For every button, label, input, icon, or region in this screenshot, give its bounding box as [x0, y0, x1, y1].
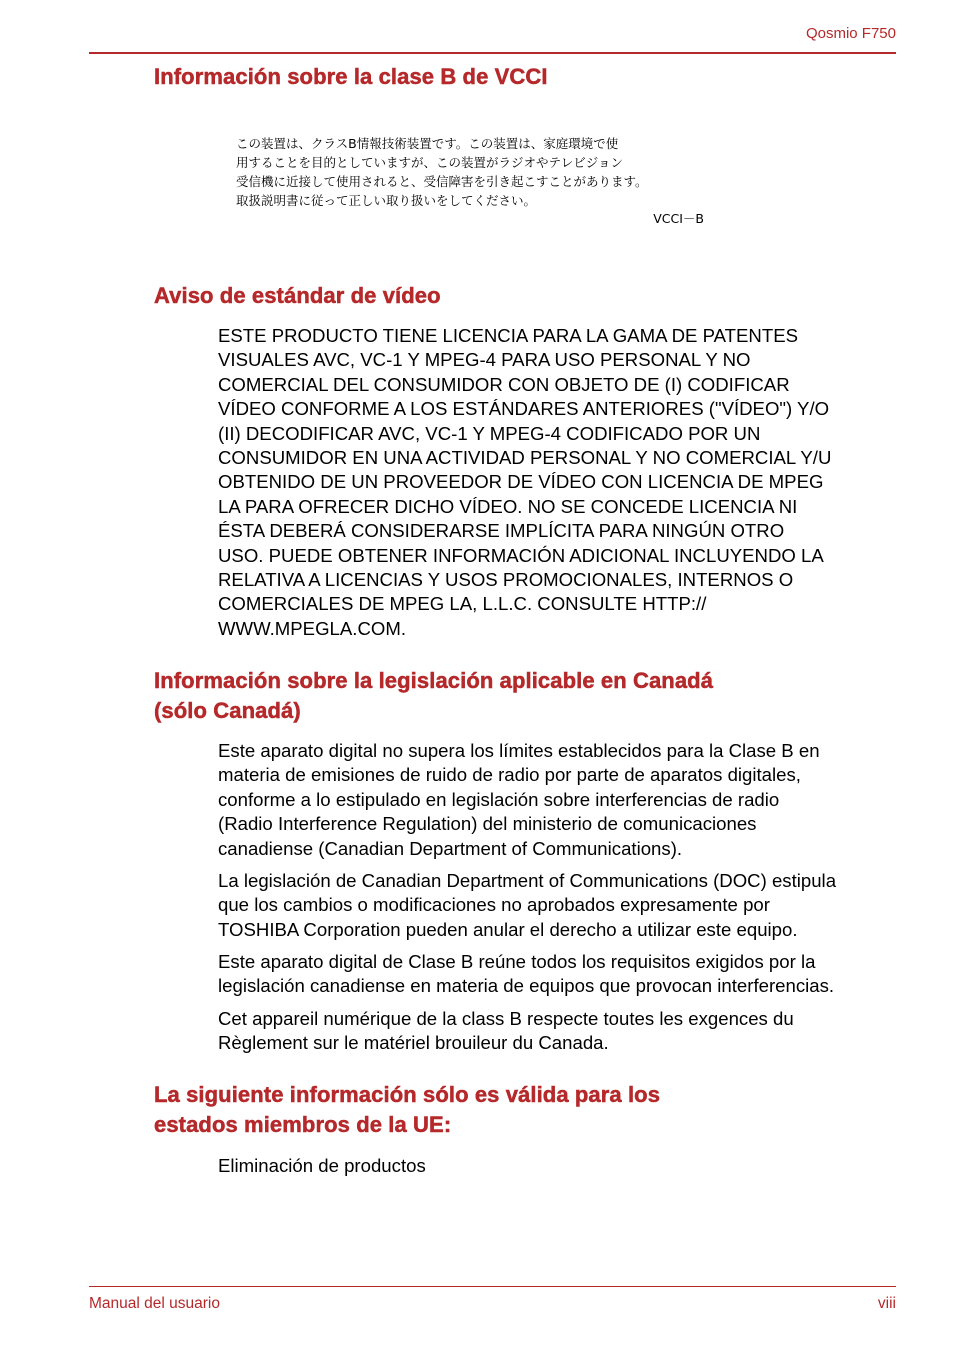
vcci-line: 受信機に近接して使用されると、受信障害を引き起こすことがあります。	[236, 174, 648, 189]
text-line: ÉSTA DEBERÁ CONSIDERARSE IMPLÍCITA PARA NINGÚN OTRO	[218, 520, 785, 542]
text-line: CONSUMIDOR EN UNA ACTIVIDAD PERSONAL Y NO COMERCIAL Y/U	[218, 447, 832, 469]
text-line: Règlement sur le matériel brouileur du Canada.	[218, 1032, 609, 1054]
canada-paragraph-4	[218, 1007, 794, 1056]
vcci-statement	[236, 134, 716, 227]
text-line: RELATIVA A LICENCIAS Y USOS PROMOCIONALES, INTERNOS O	[218, 569, 794, 591]
heading-eu	[154, 1080, 660, 1140]
vcci-line: この装置は、クラスB情報技術装置です。この装置は、家庭環境で使	[236, 136, 619, 151]
text-line: Este aparato digital no supera los límites establecidos para la Clase B en	[218, 740, 820, 761]
text-line: (Radio Interference Regulation) del ministerio de comunicaciones	[218, 813, 757, 835]
vcci-line: 用することを目的としていますが、この装置がラジオやテレビジョン	[236, 155, 624, 170]
footer-rule	[89, 1286, 896, 1287]
text-line: VÍDEO CONFORME A LOS ESTÁNDARES ANTERIORES ("VÍDEO") Y/O	[218, 398, 830, 420]
eu-paragraph: Eliminación de productos	[218, 1155, 426, 1176]
text-line: OBTENIDO DE UN PROVEEDOR DE VÍDEO CON LICENCIA DE MPEG	[218, 471, 824, 493]
heading-canada	[154, 666, 713, 726]
text-line: Cet appareil numérique de la class B respecte toutes les exgences du	[218, 1008, 794, 1029]
heading-line: estados miembros de la UE:	[154, 1112, 452, 1137]
text-line: COMERCIALES DE MPEG LA, L.L.C. CONSULTE HTTP://	[218, 593, 707, 615]
heading-line: Información sobre la legislación aplicable en Canadá	[154, 668, 714, 693]
running-header-title: Qosmio F750	[805, 25, 896, 42]
vcci-line: 取扱説明書に従って正しい取り扱いをしてください。	[236, 193, 537, 208]
text-line: legislación canadiense en materia de equipos que provocan interferencias.	[218, 975, 835, 997]
canada-paragraph-3	[218, 950, 834, 999]
page-number: viii	[877, 1295, 896, 1312]
text-line: canadiense (Canadian Department of Communications).	[218, 837, 683, 859]
canada-paragraph-2	[218, 869, 836, 942]
text-line: Este aparato digital de Clase B reúne todos los requisitos exigidos por la	[218, 951, 816, 972]
text-line: que los cambios o modificaciones no aprobados expresamente por	[218, 894, 770, 916]
header-rule	[89, 52, 896, 54]
heading-vcci: Información sobre la clase B de VCCI	[154, 64, 548, 89]
text-line: ESTE PRODUCTO TIENE LICENCIA PARA LA GAMA DE PATENTES	[218, 325, 798, 346]
text-line: LA PARA OFRECER DICHO VÍDEO. NO SE CONCEDE LICENCIA NI	[218, 495, 798, 517]
canada-paragraph-1	[218, 739, 820, 861]
footer-manual-title: Manual del usuario	[89, 1295, 220, 1312]
text-line: WWW.MPEGLA.COM.	[218, 617, 406, 639]
video-notice-paragraph	[218, 324, 831, 641]
text-line: materia de emisiones de ruido de radio por parte de aparatos digitales,	[218, 764, 801, 786]
text-line: VISUALES AVC, VC-1 Y MPEG-4 PARA USO PERSONAL Y NO	[218, 349, 751, 371]
text-line: conforme a lo estipulado en legislación sobre interferencias de radio	[218, 788, 780, 810]
vcci-signature: VCCI－B	[653, 211, 704, 226]
text-line: TOSHIBA Corporation pueden anular el derecho a utilizar este equipo.	[218, 918, 798, 940]
text-line: COMERCIAL DEL CONSUMIDOR CON OBJETO DE (I) CODIFICAR	[218, 373, 790, 395]
heading-line: La siguiente información sólo es válida para los	[154, 1082, 661, 1107]
heading-line: (sólo Canadá)	[154, 698, 301, 723]
heading-video-notice: Aviso de estándar de vídeo	[154, 283, 441, 308]
text-line: (II) DECODIFICAR AVC, VC-1 Y MPEG-4 CODIFICADO POR UN	[218, 422, 761, 444]
text-line: USO. PUEDE OBTENER INFORMACIÓN ADICIONAL INCLUYENDO LA	[218, 544, 824, 566]
text-line: La legislación de Canadian Department of Communications (DOC) estipula	[218, 870, 837, 891]
